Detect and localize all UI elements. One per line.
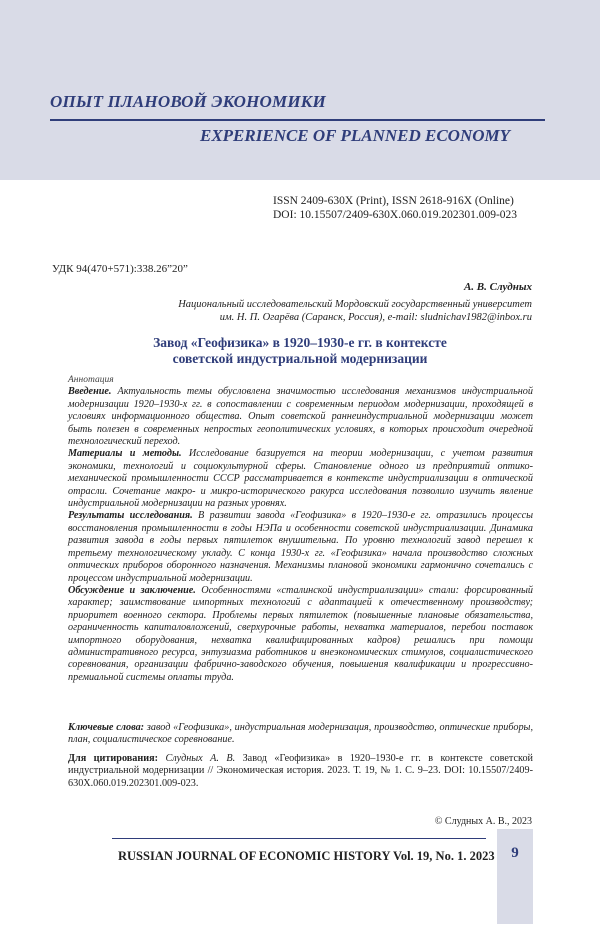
discussion-text: Особенностями «сталинской индустриализации» стали: форсированный характер; заимствование импортных технологий с адаптацией к отечественному производству; приоритет военного сектора. Проблемы первых пятилеток (повышенные плановые обязательства, ограниченность капиталовложений, сверхурочные работы, нехватка материалов, перебои поставок импортного оборудования, нехватка квалифицированных кадров) решались при помощи административного ресурса, энтузиазма работников и внеэкономических стимулов, социалистического соревнования, организации фабрично-заводского обучения, повышения квалификации и прогрессивно-премиальной системы оплаты труда.: [68, 584, 534, 683]
issn: ISSN 2409-630X (Print), ISSN 2618-916X (Online): [273, 195, 514, 207]
abstract-label: Аннотация: [68, 375, 114, 385]
title-line-2: советской индустриальной модернизации: [172, 351, 428, 366]
keywords-text: завод «Геофизика», индустриальная модернизация, производство, оптические приборы, план, социалистическое соревнование.: [68, 722, 533, 746]
title-line-1: Завод «Геофизика» в 1920–1930-е гг. в контексте: [153, 335, 447, 350]
methods-text: Исследование базируется на теории модернизации, с учетом развития экономики, технологий и социокультурной сферы. Становление одного из предприятий оптико-механической промышленности СССР рассматривается в контексте индустриализации в оптической отрасли. Сочетание макро- и микро-исторического ракурса исследования позволило изучить явление индустриальной модернизации на разных уровнях.: [68, 448, 533, 510]
rubric-en: EXPERIENCE OF PLANNED ECONOMY: [200, 126, 510, 145]
abstract-introduction: [68, 386, 533, 448]
abstract-methods: [68, 448, 533, 510]
affiliation-line-2: им. Н. П. Огарёва (Саранск, Россия), e-mail: sludnichav1982@inbox.ru: [219, 312, 532, 323]
rubric-ru: ОПЫТ ПЛАНОВОЙ ЭКОНОМИКИ: [50, 92, 326, 111]
footer-divider: [112, 838, 486, 839]
article-title: [70, 335, 530, 367]
udc: УДК 94(470+571):338.26”20”: [52, 263, 188, 275]
keywords-heading: Ключевые слова:: [68, 722, 145, 733]
intro-heading: Введение.: [68, 386, 112, 398]
citation-heading: Для цитирования:: [68, 753, 159, 764]
discussion-heading: Обсуждение и заключение.: [68, 584, 196, 596]
results-text: В развитии завода «Геофизика» в 1920–1930-е гг. отразились процессы восстановления промышленности в годы НЭПа и особенности советской индустриализации. Динамика развития завода в годы первых пятилеток внушительна. По уровню технологий завод перешел к третьему технологическому укладу. С конца 1930-х гг. «Геофизика» начала производство сложных оптических приборов оборонного назначения. Механизмы плановой экономики гармонично сочетались с процессом индустриальной модернизации.: [68, 510, 533, 584]
header-band: [0, 0, 600, 180]
citation-text: Завод «Геофизика» в 1920–1930-е гг. в контексте советской индустриальной модернизации // Экономическая история. 2023. Т. 19, № 1. С. 9–23. DOI: 10.15507/2409-630X.060.019.202301.009-023.: [68, 753, 533, 789]
author: А. В. Слудных: [463, 281, 532, 293]
affiliation-line-1: Национальный исследовательский Мордовский государственный университет: [178, 299, 532, 310]
abstract: [68, 374, 533, 684]
affiliation: [112, 298, 532, 324]
methods-heading: Материалы и методы.: [68, 448, 182, 460]
page-number: 9: [511, 845, 519, 861]
abstract-discussion: [68, 585, 533, 684]
abstract-results: [68, 510, 533, 584]
keywords: [68, 722, 533, 747]
citation: [68, 753, 533, 790]
intro-text: Актуальность темы обусловлена значимостью исследования механизмов индустриальной модернизации 1920–1930-х гг. в сопоставлении с современным периодом модернизации, проходящей в условиях информационного общества. Опыт советской раннеиндустриальной модернизации может быть полезен в современных непростых геополитических условиях, в которых происходит очередной технологический переход.: [68, 386, 533, 448]
results-heading: Результаты исследования.: [68, 510, 193, 522]
identifiers: [273, 194, 517, 222]
rubric-divider: [50, 119, 545, 121]
citation-author: Слудных А. В.: [158, 753, 236, 764]
copyright: © Слудных А. В., 2023: [434, 816, 532, 827]
journal-footer: RUSSIAN JOURNAL OF ECONOMIC HISTORY Vol. 19, No. 1. 2023: [118, 849, 495, 863]
page-number-box: [497, 829, 533, 924]
doi: DOI: 10.15507/2409-630X.060.019.202301.009-023: [273, 209, 518, 221]
